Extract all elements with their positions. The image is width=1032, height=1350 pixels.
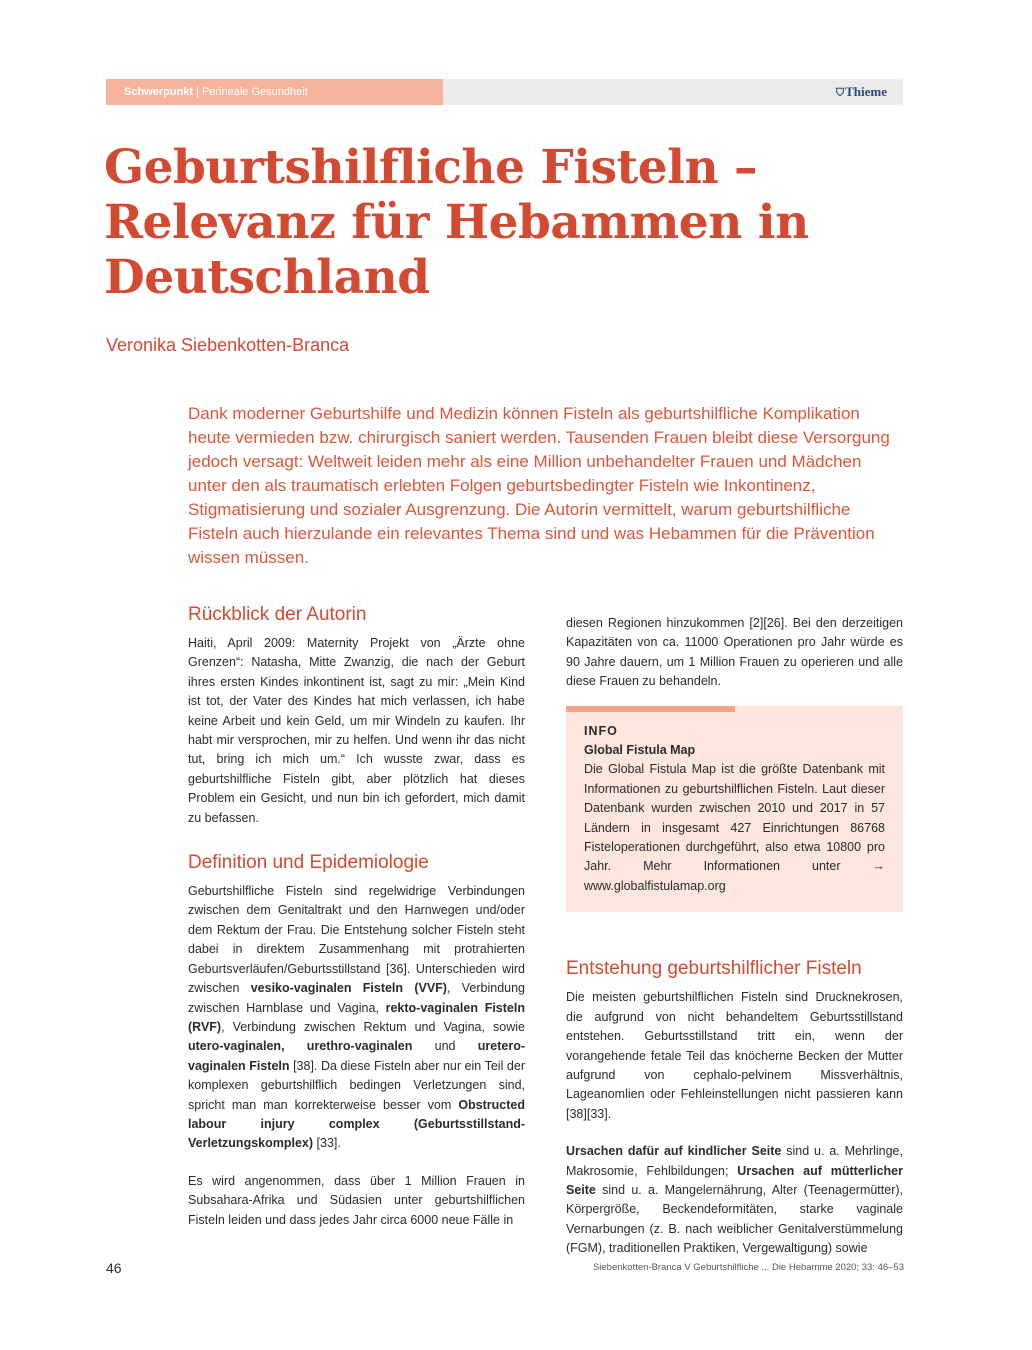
- article-author: Veronika Siebenkotten-Branca: [106, 335, 350, 355]
- footer-citation: Siebenkotten-Branca V Geburtshilfliche ... Die Hebamme 2020; 33: 46–53: [592, 1262, 904, 1273]
- page-number: 46: [106, 1260, 122, 1276]
- section-separator: |: [196, 86, 199, 98]
- paragraph-ursachen: Ursachen dafür auf kindlicher Seite sind u. a. Mehrlinge, Makrosomie, Fehlbildungen; Ursachen auf mütterlicher Seite sind u. a. Mangelernährung, Alter (Teenagermütter), Körpergröße, Beckendeformitäten, starke vaginale Vernarbungen (z. B. nach weiblicher Genitalverstümmelung (FGM), traditionellen Praktiken, Vergewaltigung) sowie: [566, 1144, 903, 1256]
- info-text: Die Global Fistula Map ist die größte Datenbank mit Informationen zu geburtshilflichen Fisteln. Laut dieser Datenbank wurden zwischen 2010 und 2017 in 57 Ländern in insgesamt 427 Einrichtungen 86768 Fisteloperationen durchgeführt, also etwa 10800 pro Jahr. Mehr Informationen unter → www.globalfistulamap.org: [584, 762, 885, 893]
- paragraph-definition: Geburtshilfliche Fisteln sind regelwidrige Verbindungen zwischen dem Genitaltrakt und den Harnwegen und/oder dem Rektum der Frau. Die Entstehung solcher Fisteln steht dabei in direktem Zusammenhang mit protrahierten Geburtsverläufen/Geburtsstillstand [36]. Unterschieden wird zwischen vesiko-vaginalen Fisteln (VVF), Verbindung zwischen Harnblase und Vagina, rekto-vaginalen Fisteln (RVF), Verbindung zwischen Rektum und Vagina, sowie utero-vaginalen, urethro-vaginalen und uretero-vaginalen Fisteln [38]. Da diese Fisteln aber nur ein Teil der komplexen geburtshilflich bedingen Verletzungen sind, spricht man man korrekterweise besser vom Obstructed labour injury complex (Geburtsstillstand-Verletzungskomplex) [33].: [188, 884, 526, 1151]
- heading-definition: Definition und Epidemiologie: [188, 852, 429, 874]
- paragraph-rueckblick: Haiti, April 2009: Maternity Projekt von „Ärzte ohne Grenzen“: Natasha, Mitte Zwanzig, die nach der Geburt ihres ersten Kindes inkontinent ist, sagt zu mir: „Mein Kind ist tot, der Vater des Kindes hat mich verlassen, ich habe keine Arbeit und kein Geld, um mir Windeln zu kaufen. Ihr habt mir versprochen, mir zu helfen. Und wenn ihr das nicht tut, bring ich mich um.“ Ich wusste zwar, dass es geburtshilfliche Fisteln gibt, aber plötzlich hat dieses Problem ein Gesicht, und nun bin ich gefordert, mich damit zu befassen.: [188, 636, 525, 825]
- publisher-name: Thieme: [845, 84, 887, 99]
- info-box: [566, 706, 903, 913]
- info-title: Global Fistula Map: [584, 743, 696, 758]
- paragraph-entstehung: Die meisten geburtshilflichen Fisteln sind Drucknekrosen, die aufgrund von nicht behandeltem Geburtsstillstand entstehen. Geburtsstillstand tritt ein, wenn der vorangehende fetale Teil das knöcherne Becken der Mutter aufgrund von cephalo-pelvinem Missverhältnis, Lageanomlien oder Fehleinstellungen nicht passieren kann [38][33].: [566, 990, 903, 1121]
- info-box-accent: [566, 706, 735, 712]
- paragraph-epidemiology: Es wird angenommen, dass über 1 Million Frauen in Subsahara-Afrika und Südasien unter geburtshilflichen Fisteln leiden und dass jedes Jahr circa 6000 neue Fälle in: [188, 1173, 525, 1227]
- shield-logo-icon: ⛉: [835, 87, 845, 99]
- heading-rueckblick: Rückblick der Autorin: [188, 604, 367, 625]
- publisher-logo: [836, 79, 887, 105]
- article-abstract: Dank moderner Geburtshilfe und Medizin können Fisteln als geburtshilfliche Komplikation heute vermieden bzw. chirurgisch saniert werden. Tausenden Frauen bleibt diese Versorgung jedoch versagt: Weltweit leiden mehr als eine Million unbehandelter Frauen und Mädchen unter den als traumatisch erlebten Folgen geburtsbedingter Fisteln wie Inkontinenz, Stigmatisierung und sozialer Ausgrenzung. Die Autorin vermittelt, warum geburtshilfliche Fisteln auch hierzulande ein relevantes Thema sind und was Hebammen für die Prävention wissen müssen.: [188, 404, 890, 567]
- section-tag: [106, 79, 443, 105]
- paragraph-epidemiology-continued: diesen Regionen hinzukommen [2][26]. Bei den derzeitigen Kapazitäten von ca. 11000 Operationen pro Jahr würde es 90 Jahre dauern, um 1 Million Frauen zu operieren und alle diese Frauen zu behandeln.: [566, 616, 903, 689]
- left-column: [188, 602, 525, 1230]
- section-topic: Perineale Gesundheit: [201, 86, 308, 98]
- heading-entstehung: Entstehung geburtshilflicher Fisteln: [566, 958, 862, 980]
- running-header: [106, 79, 903, 105]
- article-title: Geburtshilfliche Fisteln – Relevanz für Hebammen in Deutschland: [104, 140, 809, 305]
- right-column: [566, 614, 903, 1259]
- section-label: Schwerpunkt: [124, 86, 194, 98]
- info-label: INFO: [584, 723, 618, 738]
